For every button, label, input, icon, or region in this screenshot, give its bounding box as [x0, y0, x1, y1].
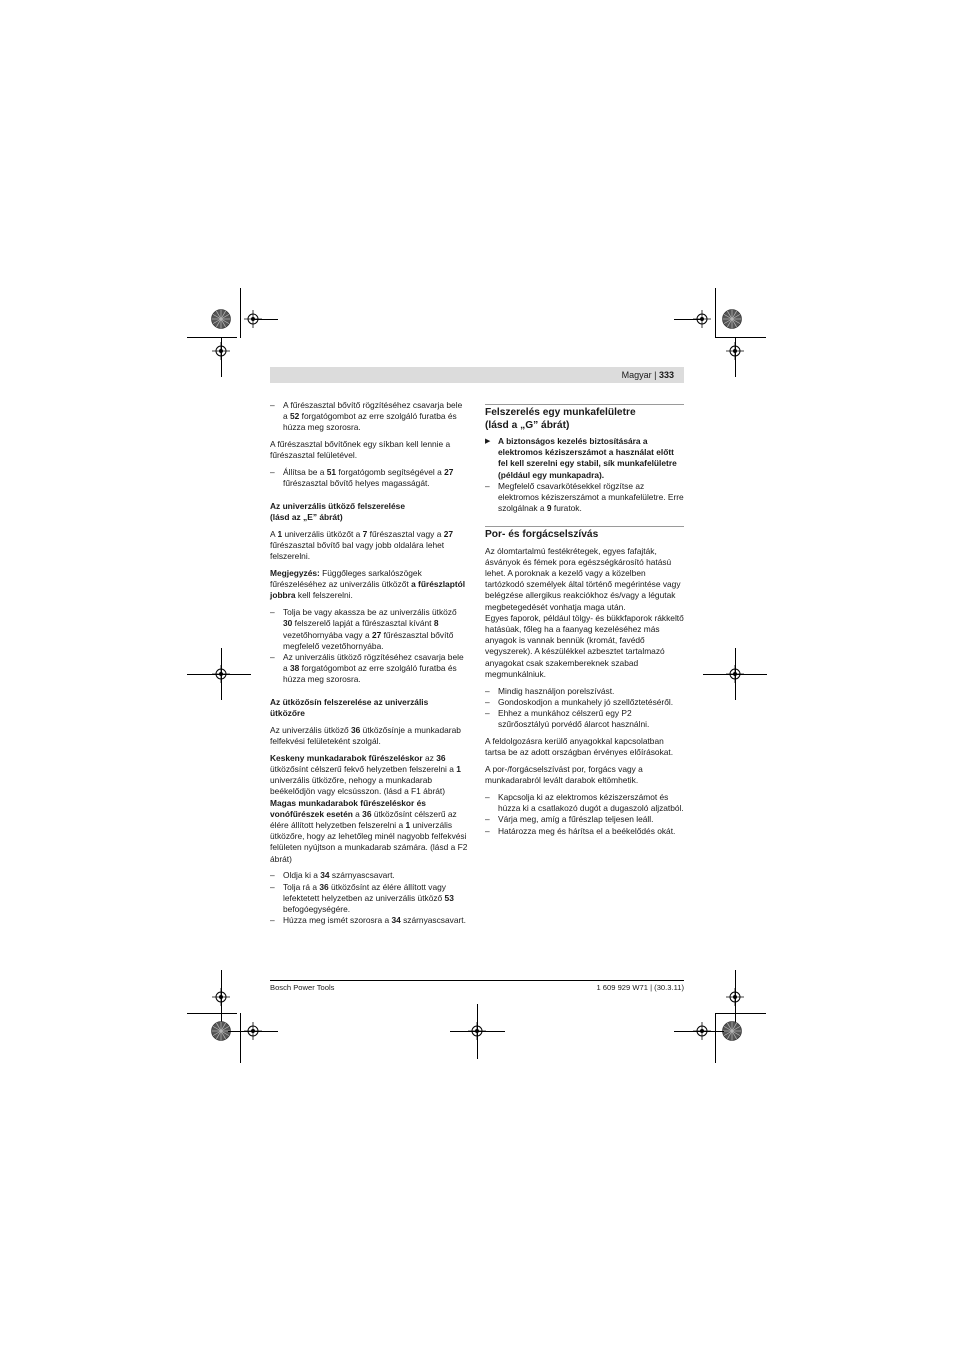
paragraph: Az univerzális ütköző 36 ütközősínje a munkadarab felfekvési felületeként szolgál. — [270, 724, 461, 747]
list-item: – Tolja be vagy akassza be az univerzális ütköző 30 felszerelő lapját a fűrészasztal kívánt 8 vezetőhornyába vagy a 27 fűrészasztal bővítő megfelelő vezetőhornyába. — [270, 607, 468, 652]
crop-line — [221, 337, 222, 377]
paragraph: A 1 univerzális ütközőt a 7 fűrészasztal vagy a 27 fűrészasztal bővítő bal vagy jobb oldalára lehet felszerelni. — [270, 528, 454, 562]
section-heading: Felszerelés egy munkafelületre (lásd a „G” ábrát) — [485, 407, 636, 431]
crop-line — [228, 1031, 278, 1032]
warning-item: ▶ A biztonságos kezelés biztosítására a elektromos kéziszerszámot a használat előtt fel kell szerelni egy stabil, sík munkafelületre (például egy munkapadra). — [485, 436, 684, 481]
list-item: – A fűrészasztal bővítő rögzítéséhez csavarja bele a 52 forgatógombot az erre szolgáló furatba és húzza meg szorosra. — [270, 400, 468, 434]
crop-line — [221, 648, 222, 700]
paragraph: A fűrészasztal bővítőnek egy síkban kell lennie a fűrészasztal felületével. — [270, 439, 451, 461]
crop-line — [735, 648, 736, 700]
crop-line — [715, 1013, 716, 1063]
section-heading: Az univerzális ütköző felszerelése (lásd az „E” ábrát) — [270, 500, 405, 522]
right-column — [485, 404, 684, 837]
list-item: – Húzza meg ismét szorosra a 34 szárnyascsavart. — [270, 915, 468, 926]
crop-line — [674, 1031, 724, 1032]
header-text — [622, 369, 674, 381]
paragraph: Magas munkadarabok fűrészeléskor és vonófűrészek esetén a 36 ütközősínt célszerű az élére állított helyzetben felszerelni a 1 univerzális ütközőre, hogy az lehetőleg minél nagyobb felfekvési felületen nyújtson a munkadarab számára. (lásd a F2 ábrát) — [270, 797, 468, 864]
crop-line — [187, 674, 251, 675]
section-rule — [485, 404, 684, 405]
crop-line — [240, 288, 241, 338]
crop-line — [674, 319, 702, 320]
left-column — [270, 400, 468, 926]
section-heading: Az ütközősín felszerelése az univerzális ütközőre — [270, 696, 429, 719]
footer-rule — [270, 980, 684, 981]
crop-line — [187, 1013, 237, 1014]
crop-line — [735, 970, 736, 1025]
list-item: – Határozza meg és hárítsa el a beékelődés okát. — [485, 826, 684, 837]
color-target-icon — [722, 309, 742, 329]
crop-line — [253, 319, 278, 320]
header-separator: | — [654, 370, 657, 380]
color-target-icon — [722, 1021, 742, 1041]
paragraph: A por-/forgácselszívást por, forgács vagy a munkadarabról levált darabok eltömhetik. — [485, 763, 643, 786]
crop-line — [477, 1004, 478, 1059]
crop-line — [735, 337, 736, 377]
crop-line — [716, 1013, 766, 1014]
list-item: – Állítsa be a 51 forgatógomb segítségével a 27 fűrészasztal bővítő helyes magasságát. — [270, 467, 468, 489]
paragraph: Egyes faporok, például tölgy- és bükkfaporok rákkeltő hatásúak, főleg ha a faanyag kezeléséhez más anyagok is vannak bennük (kromát, favédő vegyszerek). A készülékkel azbesztet tartalmazó anyagokat csak szakembereknek szabad megmunkálniuk. — [485, 612, 684, 679]
header-language: Magyar — [621, 370, 652, 380]
list-item: – Mindig használjon porelszívást. — [485, 686, 684, 697]
note-paragraph: Megjegyzés: Függőleges sarkalószögek fűrészeléséhez az univerzális ütközőt a fűrészlaptól jobbra kell felszerelni. — [270, 568, 466, 601]
list-item: – Megfelelő csavarkötésekkel rögzítse az elektromos kéziszerszámot a munkafelületre. Erre szolgálnak a 9 furatok. — [485, 481, 684, 515]
list-item: – Tolja rá a 36 ütközősínt az élére állított vagy lefektetett helyzetben az univerzális ütköző 53 befogóegységére. — [270, 882, 468, 916]
crop-line — [715, 288, 716, 338]
paragraph: Az ólomtartalmú festékrétegek, egyes fafajták, ásványok és fémek pora egészségkárosító hatású lehet. A poroknak a kezelő vagy a közelben tartózkodó személyek által történő megérintése vagy belégzése allergikus reakciókhoz és/vagy a légutak megbetegedését vonhatja maga után. — [485, 545, 681, 612]
crop-line — [716, 337, 766, 338]
crop-line — [187, 337, 237, 338]
section-heading: Por- és forgácselszívás — [485, 529, 599, 541]
paragraph: Keskeny munkadarabok fűrészeléskor az 36 ütközősínt célszerű fekvő helyzetben felszerelni a 1 univerzális ütközőre, nehogy a munkadarab beékelődjön vagy elcsússzon. (lásd a F1 ábrát) — [270, 752, 461, 797]
list-item: – Ehhez a munkához célszerű egy P2 szűrőosztályú porvédő álarcot használni. — [485, 708, 684, 730]
list-item: – Oldja ki a 34 szárnyascsavart. — [270, 870, 468, 881]
list-item: – Gondoskodjon a munkahely jó szellőztetéséről. — [485, 697, 684, 708]
crop-line — [240, 1013, 241, 1063]
page-header — [270, 367, 684, 383]
paragraph: A feldolgozásra kerülő anyagokkal kapcsolatban tartsa be az adott országban érvényes előírásokat. — [485, 735, 674, 758]
footer-doc-number: 1 609 929 W71 | (30.3.11) — [596, 983, 684, 992]
list-item: – Várja meg, amíg a fűrészlap teljesen leáll. — [485, 814, 684, 825]
page-number: 333 — [658, 370, 674, 380]
footer-brand: Bosch Power Tools — [270, 983, 335, 992]
list-item: – Az univerzális ütköző rögzítéséhez csavarja bele a 38 forgatógombot az erre szolgáló furatba és húzza meg szorosra. — [270, 652, 468, 686]
crop-line — [221, 970, 222, 1025]
color-target-icon — [211, 309, 231, 329]
section-rule — [485, 526, 684, 527]
list-item: – Kapcsolja ki az elektromos kéziszerszámot és húzza ki a csatlakozó dugót a dugaszoló aljzatból. — [485, 792, 684, 814]
